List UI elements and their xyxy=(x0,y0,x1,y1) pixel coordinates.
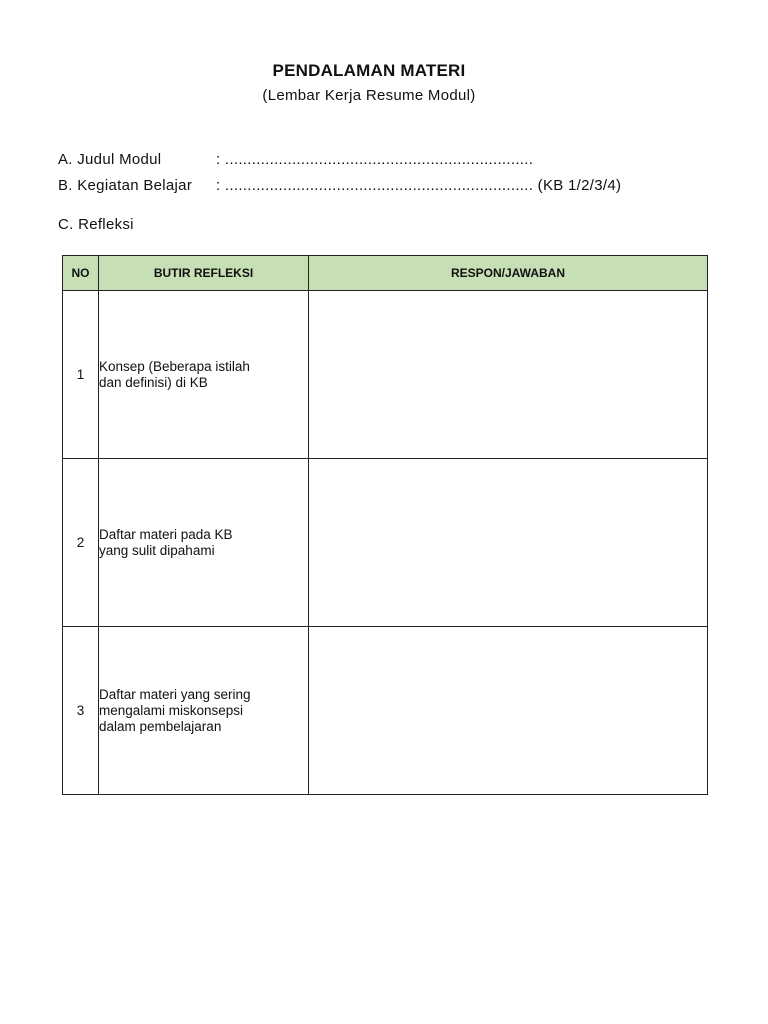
field-judul-modul xyxy=(58,151,533,168)
header-no: NO xyxy=(63,256,99,291)
table-row xyxy=(63,627,708,795)
field-judul-modul-label: A. Judul Modul xyxy=(58,151,162,168)
row-respon-cell[interactable] xyxy=(309,627,708,795)
refleksi-table xyxy=(62,255,708,795)
section-refleksi-label: C. Refleksi xyxy=(58,216,134,233)
field-kegiatan-belajar-label: B. Kegiatan Belajar xyxy=(58,177,193,194)
document-subtitle: (Lembar Kerja Resume Modul) xyxy=(262,87,476,104)
row-respon-cell[interactable] xyxy=(309,459,708,627)
row-number: 1 xyxy=(63,291,99,459)
row-respon-cell[interactable] xyxy=(309,291,708,459)
row-butir-refleksi: Konsep (Beberapa istilah dan definisi) di KB xyxy=(99,291,309,459)
row-butir-refleksi: Daftar materi pada KB yang sulit dipahami xyxy=(99,459,309,627)
field-kegiatan-belajar xyxy=(58,177,621,194)
field-judul-modul-value[interactable]: : ..................................................................... xyxy=(216,151,534,168)
header-butir-refleksi: BUTIR REFLEKSI xyxy=(99,256,309,291)
field-kegiatan-belajar-value[interactable]: : ..................................................................... (KB 1/2/3/4) xyxy=(216,177,622,194)
table-row xyxy=(63,291,708,459)
row-number: 2 xyxy=(63,459,99,627)
row-number: 3 xyxy=(63,627,99,795)
table-header-row xyxy=(63,256,708,291)
row-butir-refleksi: Daftar materi yang sering mengalami miskonsepsi dalam pembelajaran xyxy=(99,627,309,795)
document-title: PENDALAMAN MATERI xyxy=(272,61,466,80)
header-respon-jawaban: RESPON/JAWABAN xyxy=(309,256,708,291)
table-row xyxy=(63,459,708,627)
